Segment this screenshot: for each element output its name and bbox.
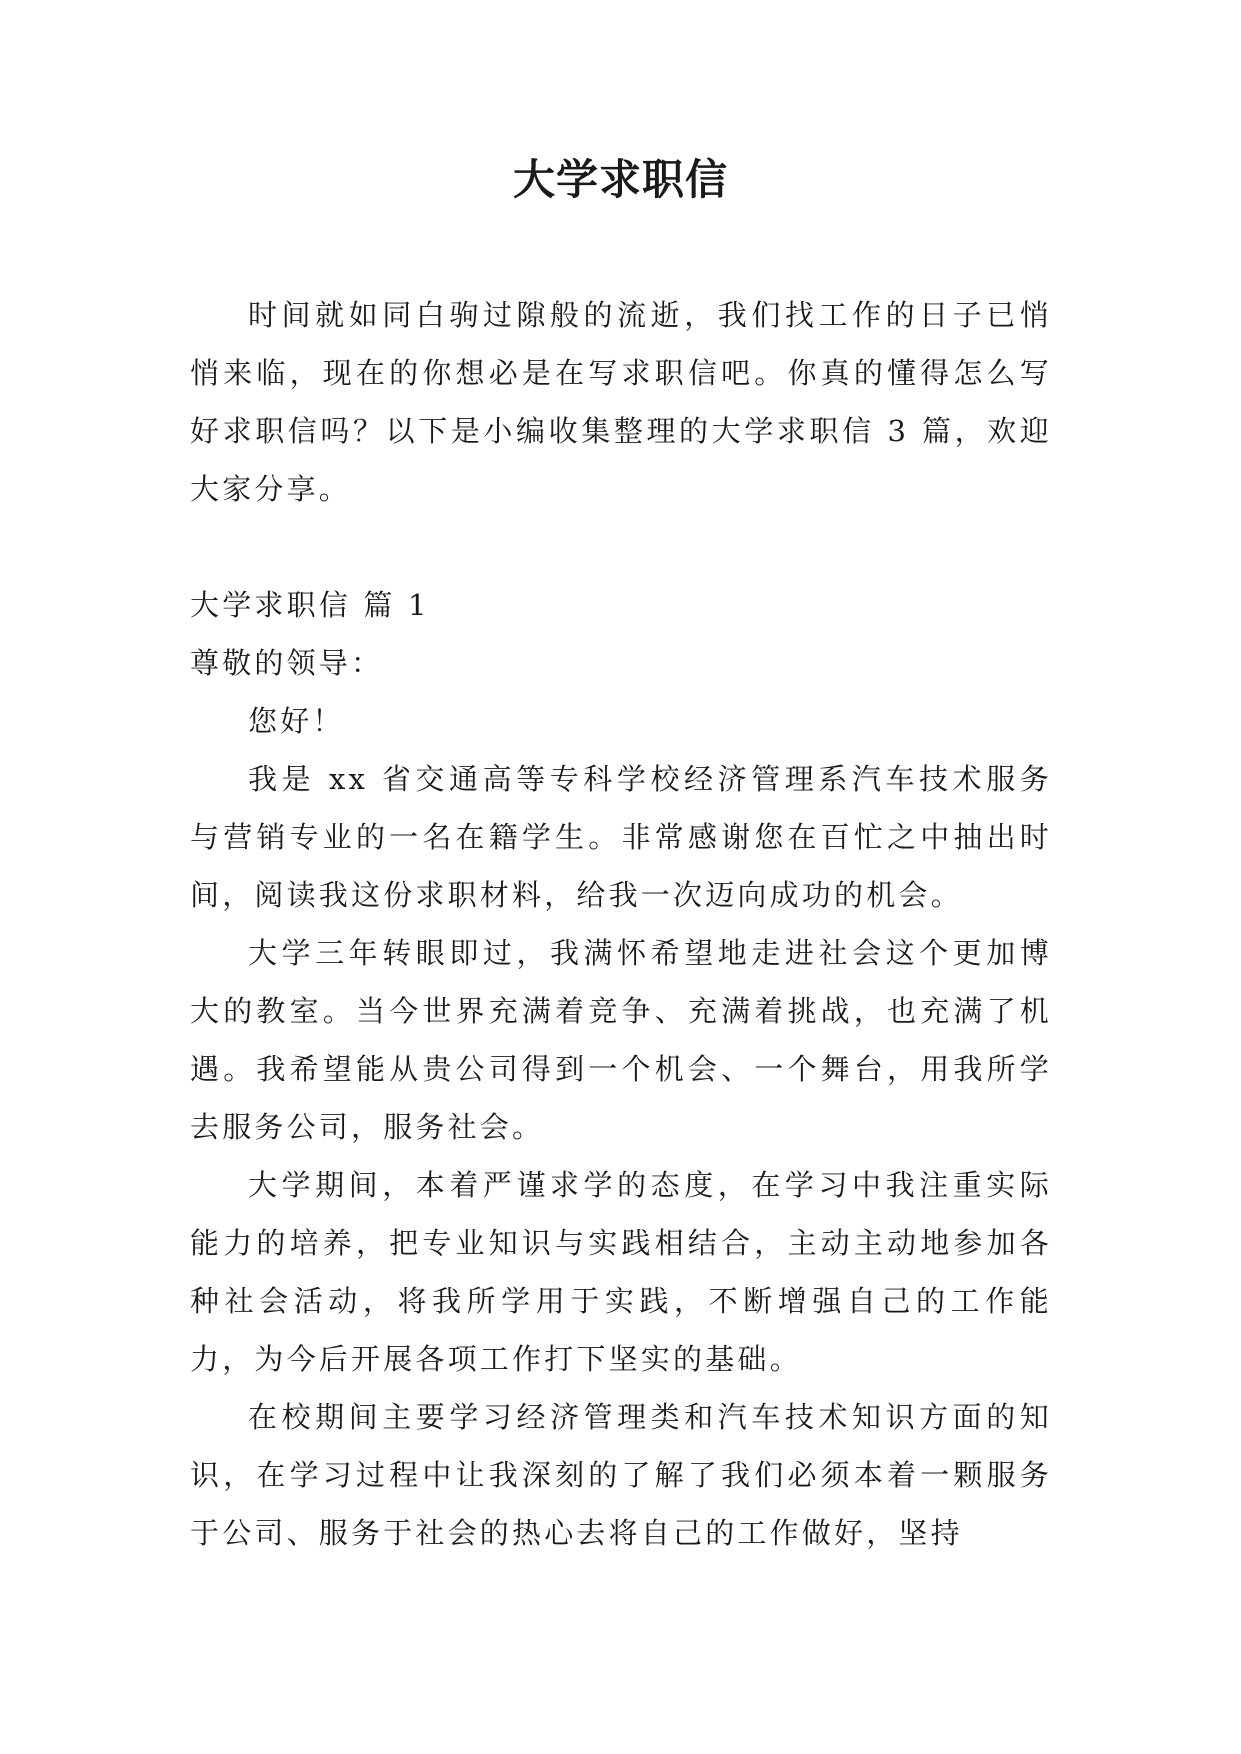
salutation: 尊敬的领导：: [190, 646, 384, 680]
body-paragraph-4: 在校期间主要学习经济管理类和汽车技术知识方面的知识，在学习过程中让我深刻的了解了我们必须本着一颗服务于公司、服务于社会的热心去将自己的工作做好，坚持: [190, 1400, 1052, 1550]
body-paragraph-3: 大学期间，本着严谨求学的态度，在学习中我注重实际能力的培养，把专业知识与实践相结合，主动主动地参加各种社会活动，将我所学用于实践，不断增强自己的工作能力，为今后开展各项工作打下坚实的基础。: [190, 1168, 1052, 1376]
section-heading: 大学求职信 篇 1: [190, 588, 430, 622]
body-paragraph-2: 大学三年转眼即过，我满怀希望地走进社会这个更加博大的教室。当今世界充满着竞争、充满着挑战，也充满了机遇。我希望能从贵公司得到一个机会、一个舞台，用我所学去服务公司，服务社会。: [190, 936, 1052, 1144]
intro-paragraph: 时间就如同白驹过隙般的流逝，我们找工作的日子已悄悄来临，现在的你想必是在写求职信吧。你真的懂得怎么写好求职信吗？以下是小编收集整理的大学求职信 3 篇，欢迎大家分享。: [190, 298, 1052, 506]
body-paragraph-1: 我是 xx 省交通高等专科学校经济管理系汽车技术服务与营销专业的一名在籍学生。非常感谢您在百忙之中抽出时间，阅读我这份求职材料，给我一次迈向成功的机会。: [190, 762, 1052, 912]
greeting: 您好！: [248, 704, 345, 738]
document-body: [190, 286, 1052, 1562]
paragraph-gap: [190, 518, 1052, 576]
document-title: 大学求职信: [512, 155, 728, 204]
